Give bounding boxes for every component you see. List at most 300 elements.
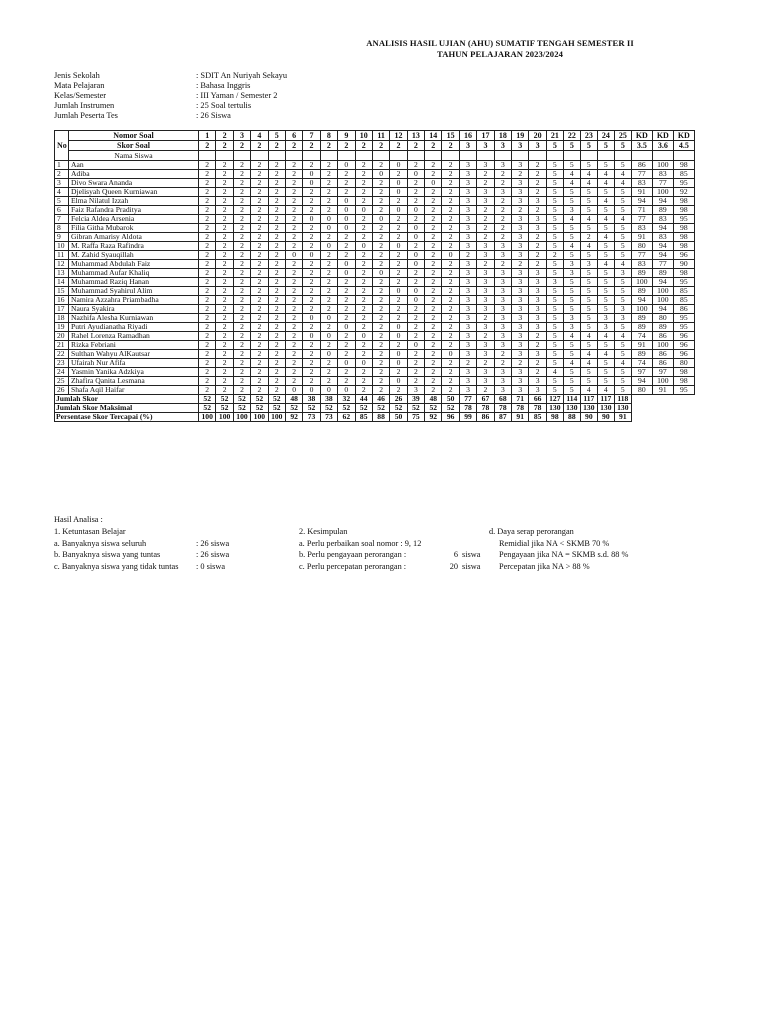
summary-value: 52 [407, 404, 424, 413]
score-cell: 2 [442, 224, 459, 233]
score-cell: 2 [442, 287, 459, 296]
score-cell: 3 [512, 341, 529, 350]
score-cell: 2 [425, 170, 442, 179]
score-cell: 2 [216, 179, 233, 188]
score-cell: 2 [425, 287, 442, 296]
score-cell: 2 [320, 278, 337, 287]
summary-label: Jumlah Skor [55, 395, 199, 404]
score-cell: 5 [597, 206, 614, 215]
score-cell: 3 [459, 377, 476, 386]
score-cell: 2 [372, 359, 389, 368]
score-cell: 2 [233, 224, 250, 233]
score-cell: 2 [216, 278, 233, 287]
score-cell: 2 [407, 269, 424, 278]
score-cell: 0 [355, 206, 372, 215]
score-cell: 3 [459, 188, 476, 197]
info-value: : III Yaman / Semester 2 [196, 91, 278, 100]
score-cell: 2 [372, 197, 389, 206]
score-cell: 2 [372, 260, 389, 269]
score-cell: 2 [355, 341, 372, 350]
score-cell: 0 [320, 386, 337, 395]
summary-value: 100 [216, 413, 233, 422]
score-cell: 2 [251, 269, 268, 278]
score-cell: 2 [372, 305, 389, 314]
student-number: 14 [55, 278, 69, 287]
info-label: Jumlah Peserta Tes [54, 111, 118, 120]
kd-value: 98 [673, 377, 694, 386]
score-cell: 2 [199, 161, 216, 170]
question-number: 22 [563, 131, 580, 141]
score-cell: 5 [597, 359, 614, 368]
score-cell: 0 [338, 161, 355, 170]
score-cell: 2 [268, 224, 285, 233]
kd-value: 98 [673, 197, 694, 206]
score-cell: 2 [320, 170, 337, 179]
kd-value: 89 [652, 269, 673, 278]
kd-value: 83 [631, 260, 652, 269]
score-cell: 3 [494, 386, 511, 395]
summary-value: 92 [285, 413, 302, 422]
score-cell: 5 [563, 386, 580, 395]
info-label: Mata Pelajaran [54, 81, 105, 90]
question-max-score: 5 [580, 141, 597, 151]
score-cell: 5 [614, 341, 631, 350]
kd-value: 95 [673, 323, 694, 332]
score-cell: 2 [355, 161, 372, 170]
score-cell: 3 [529, 224, 546, 233]
summary-value: 62 [338, 413, 355, 422]
score-cell: 2 [390, 215, 407, 224]
score-cell: 3 [512, 269, 529, 278]
score-cell: 4 [580, 359, 597, 368]
score-cell: 2 [251, 386, 268, 395]
analysis-title [299, 526, 499, 538]
score-cell: 2 [407, 305, 424, 314]
student-row [55, 314, 695, 323]
score-cell: 2 [355, 179, 372, 188]
score-cell: 4 [597, 332, 614, 341]
score-cell: 4 [563, 215, 580, 224]
kd-value: 98 [673, 368, 694, 377]
score-cell: 0 [407, 233, 424, 242]
score-cell: 0 [390, 179, 407, 188]
analysis-daya-serap [489, 526, 709, 572]
summary-value: 77 [459, 395, 476, 404]
score-cell: 2 [407, 368, 424, 377]
kd-value: 95 [673, 386, 694, 395]
score-cell: 2 [199, 170, 216, 179]
score-cell: 3 [477, 296, 494, 305]
score-cell: 3 [494, 314, 511, 323]
kd-value: 94 [631, 377, 652, 386]
summary-value: 100 [268, 413, 285, 422]
score-cell: 0 [372, 269, 389, 278]
score-cell: 3 [494, 251, 511, 260]
summary-value: 67 [477, 395, 494, 404]
student-row [55, 260, 695, 269]
kd-value: 94 [652, 251, 673, 260]
student-name: Rahel Lorenza Ramadhan [69, 332, 199, 341]
score-cell: 2 [303, 224, 320, 233]
kesimpulan-unit: siswa [462, 561, 481, 571]
score-cell: 2 [425, 233, 442, 242]
summary-value: 118 [614, 395, 631, 404]
score-cell: 5 [614, 323, 631, 332]
score-cell: 2 [320, 206, 337, 215]
score-cell: 2 [303, 287, 320, 296]
score-cell: 2 [477, 215, 494, 224]
summary-value: 26 [390, 395, 407, 404]
score-cell: 2 [268, 260, 285, 269]
score-cell: 2 [199, 197, 216, 206]
score-cell: 3 [529, 287, 546, 296]
score-cell: 3 [459, 224, 476, 233]
score-cell: 2 [268, 179, 285, 188]
summary-label: Jumlah Skor Maksimal [55, 404, 199, 413]
score-cell: 2 [251, 215, 268, 224]
score-cell: 2 [251, 377, 268, 386]
score-cell: 5 [580, 341, 597, 350]
kd-value: 80 [652, 314, 673, 323]
score-cell: 5 [597, 251, 614, 260]
question-max-score: 2 [233, 141, 250, 151]
score-cell: 2 [355, 170, 372, 179]
score-cell: 4 [597, 233, 614, 242]
score-cell: 0 [338, 197, 355, 206]
score-cell: 2 [390, 278, 407, 287]
score-cell: 2 [338, 314, 355, 323]
score-cell: 2 [216, 161, 233, 170]
score-cell: 2 [251, 197, 268, 206]
score-cell: 5 [614, 188, 631, 197]
empty-cell [631, 151, 652, 161]
kd-value: 77 [631, 251, 652, 260]
summary-value: 92 [425, 413, 442, 422]
summary-value: 130 [563, 404, 580, 413]
student-number: 5 [55, 197, 69, 206]
score-cell: 2 [320, 251, 337, 260]
student-number: 26 [55, 386, 69, 395]
score-cell: 0 [390, 323, 407, 332]
score-cell: 2 [390, 386, 407, 395]
ketuntasan-label: a. Banyaknya siswa seluruh [54, 538, 147, 548]
score-cell: 2 [320, 305, 337, 314]
summary-value: 52 [320, 404, 337, 413]
score-cell: 5 [546, 242, 563, 251]
question-max-score: 5 [614, 141, 631, 151]
kd-value: 96 [673, 332, 694, 341]
score-cell: 2 [355, 368, 372, 377]
score-cell: 2 [303, 377, 320, 386]
empty-cell [268, 151, 285, 161]
score-cell: 5 [546, 269, 563, 278]
score-cell: 5 [580, 161, 597, 170]
empty-cell [580, 151, 597, 161]
score-cell: 3 [477, 368, 494, 377]
student-row [55, 161, 695, 170]
score-cell: 2 [216, 188, 233, 197]
score-cell: 2 [303, 233, 320, 242]
summary-value: 52 [425, 404, 442, 413]
score-cell: 2 [303, 260, 320, 269]
kd-value: 100 [631, 278, 652, 287]
score-cell: 2 [233, 269, 250, 278]
score-cell: 2 [216, 233, 233, 242]
kesimpulan-count [444, 538, 458, 550]
info-value: : 25 Soal tertulis [196, 101, 252, 110]
summary-value: 52 [442, 404, 459, 413]
score-cell: 2 [199, 296, 216, 305]
score-cell: 2 [251, 296, 268, 305]
score-cell: 2 [338, 287, 355, 296]
summary-value: 50 [390, 413, 407, 422]
student-name: Muhammad Syahirul Alim [69, 287, 199, 296]
score-cell: 2 [425, 368, 442, 377]
score-cell: 5 [546, 323, 563, 332]
student-number: 10 [55, 242, 69, 251]
score-cell: 2 [372, 278, 389, 287]
student-number: 15 [55, 287, 69, 296]
summary-value: 85 [529, 413, 546, 422]
score-cell: 2 [580, 233, 597, 242]
score-cell: 2 [251, 314, 268, 323]
score-cell: 5 [563, 296, 580, 305]
summary-value: 52 [216, 395, 233, 404]
score-cell: 5 [580, 287, 597, 296]
summary-value: 88 [563, 413, 580, 422]
score-cell: 0 [285, 251, 302, 260]
score-cell: 2 [251, 242, 268, 251]
summary-value: 98 [546, 413, 563, 422]
summary-value: 52 [268, 395, 285, 404]
empty-cell [372, 151, 389, 161]
score-cell: 2 [216, 260, 233, 269]
score-cell: 3 [477, 341, 494, 350]
score-cell: 2 [320, 179, 337, 188]
score-cell: 2 [425, 332, 442, 341]
summary-value: 52 [390, 404, 407, 413]
score-cell: 3 [529, 386, 546, 395]
student-number: 11 [55, 251, 69, 260]
ketuntasan-row [54, 549, 294, 561]
score-cell: 2 [338, 368, 355, 377]
score-cell: 2 [477, 170, 494, 179]
student-number: 17 [55, 305, 69, 314]
score-cell: 2 [355, 314, 372, 323]
score-cell: 5 [597, 287, 614, 296]
info-value: : 26 Siswa [196, 111, 231, 120]
score-cell: 2 [442, 170, 459, 179]
score-cell: 5 [546, 332, 563, 341]
score-cell: 3 [459, 161, 476, 170]
score-cell: 3 [459, 215, 476, 224]
score-cell: 3 [512, 224, 529, 233]
score-cell: 3 [459, 269, 476, 278]
kd-value: 89 [631, 287, 652, 296]
analysis-heading: Hasil Analisa : [54, 515, 103, 524]
student-number: 16 [55, 296, 69, 305]
score-cell: 2 [355, 386, 372, 395]
daya-serap-row [489, 549, 709, 561]
score-cell: 2 [425, 215, 442, 224]
score-cell: 3 [459, 197, 476, 206]
score-cell: 4 [580, 350, 597, 359]
summary-value: 39 [407, 395, 424, 404]
student-number: 3 [55, 179, 69, 188]
ketuntasan-label: c. Banyaknya siswa yang tidak tuntas [54, 561, 179, 571]
kd-value: 91 [652, 386, 673, 395]
score-cell: 0 [320, 332, 337, 341]
score-cell: 5 [546, 215, 563, 224]
score-cell: 5 [614, 386, 631, 395]
score-cell: 2 [512, 206, 529, 215]
score-cell: 2 [477, 206, 494, 215]
score-cell: 2 [494, 260, 511, 269]
score-cell: 2 [303, 197, 320, 206]
score-cell: 2 [233, 215, 250, 224]
score-cell: 2 [199, 359, 216, 368]
score-cell: 2 [372, 386, 389, 395]
empty-cell [285, 151, 302, 161]
question-number: 10 [355, 131, 372, 141]
score-cell: 3 [529, 296, 546, 305]
student-name: Muhammad Abdulah Faiz [69, 260, 199, 269]
score-cell: 3 [494, 287, 511, 296]
score-cell: 2 [390, 251, 407, 260]
score-cell: 2 [529, 332, 546, 341]
score-cell: 2 [425, 341, 442, 350]
student-row [55, 224, 695, 233]
kd-value: 89 [631, 269, 652, 278]
daya-serap-rule: Remidial jika NA < SKMB 70 % [499, 538, 610, 548]
kd-value: 96 [673, 350, 694, 359]
summary-value: 38 [303, 395, 320, 404]
score-cell: 2 [216, 323, 233, 332]
score-cell: 5 [580, 314, 597, 323]
score-cell: 2 [390, 296, 407, 305]
student-number: 19 [55, 323, 69, 332]
kd-value: 85 [673, 170, 694, 179]
score-cell: 0 [407, 287, 424, 296]
score-cell: 2 [372, 161, 389, 170]
score-cell: 2 [268, 188, 285, 197]
score-cell: 0 [390, 377, 407, 386]
kd-value: 80 [673, 359, 694, 368]
question-max-score: 2 [355, 141, 372, 151]
summary-value: 38 [320, 395, 337, 404]
summary-value: 100 [233, 413, 250, 422]
score-cell: 2 [216, 314, 233, 323]
document-title [330, 38, 670, 60]
score-cell: 3 [512, 179, 529, 188]
score-cell: 0 [390, 350, 407, 359]
kd-header: KD [652, 131, 673, 141]
score-cell: 2 [233, 359, 250, 368]
student-name: Filia Githa Mubarok [69, 224, 199, 233]
score-cell: 3 [597, 314, 614, 323]
score-cell: 0 [338, 269, 355, 278]
kd-value: 91 [631, 233, 652, 242]
score-cell: 2 [355, 215, 372, 224]
score-cell: 2 [268, 206, 285, 215]
student-number: 23 [55, 359, 69, 368]
score-cell: 2 [320, 188, 337, 197]
score-cell: 2 [390, 269, 407, 278]
score-cell: 2 [477, 332, 494, 341]
score-cell: 0 [442, 251, 459, 260]
empty-cell [303, 151, 320, 161]
score-cell: 2 [233, 179, 250, 188]
score-cell: 2 [268, 233, 285, 242]
score-cell: 2 [233, 206, 250, 215]
score-cell: 3 [512, 377, 529, 386]
question-number: 21 [546, 131, 563, 141]
kd-value: 83 [652, 233, 673, 242]
kesimpulan-title: 2. Kesimpulan [299, 527, 348, 536]
kesimpulan-unit: siswa [462, 550, 481, 560]
kd-value: 80 [631, 242, 652, 251]
ketuntasan-value: : 26 siswa [196, 538, 230, 548]
score-cell: 2 [355, 350, 372, 359]
info-row [54, 111, 376, 121]
score-cell: 3 [529, 305, 546, 314]
score-cell: 5 [546, 179, 563, 188]
score-cell: 2 [355, 323, 372, 332]
score-cell: 2 [199, 224, 216, 233]
score-cell: 2 [390, 224, 407, 233]
summary-value: 52 [338, 404, 355, 413]
student-row [55, 251, 695, 260]
kd-value: 83 [631, 224, 652, 233]
score-cell: 2 [285, 260, 302, 269]
score-cell: 2 [459, 251, 476, 260]
score-cell: 0 [338, 224, 355, 233]
score-cell: 5 [614, 233, 631, 242]
score-cell: 2 [372, 224, 389, 233]
score-cell: 3 [512, 296, 529, 305]
score-cell: 2 [477, 386, 494, 395]
score-cell: 4 [597, 179, 614, 188]
score-cell: 2 [199, 368, 216, 377]
score-cell: 5 [546, 359, 563, 368]
score-cell: 2 [494, 179, 511, 188]
score-cell: 2 [494, 224, 511, 233]
score-cell: 2 [512, 359, 529, 368]
student-row [55, 305, 695, 314]
score-cell: 3 [563, 323, 580, 332]
score-cell: 2 [425, 269, 442, 278]
score-cell: 2 [233, 323, 250, 332]
score-cell: 0 [303, 332, 320, 341]
student-name: Yasmin Yanika Adzkiya [69, 368, 199, 377]
score-cell: 2 [425, 314, 442, 323]
summary-value: 68 [494, 395, 511, 404]
score-cell: 5 [563, 287, 580, 296]
question-max-score: 2 [251, 141, 268, 151]
score-cell: 5 [546, 305, 563, 314]
student-row [55, 386, 695, 395]
score-cell: 2 [268, 314, 285, 323]
score-cell: 2 [407, 179, 424, 188]
score-cell: 2 [199, 269, 216, 278]
score-cell: 2 [390, 305, 407, 314]
score-cell: 0 [320, 242, 337, 251]
score-cell: 2 [355, 278, 372, 287]
score-cell: 2 [303, 161, 320, 170]
question-max-score: 2 [390, 141, 407, 151]
score-cell: 2 [268, 377, 285, 386]
score-cell: 2 [529, 251, 546, 260]
